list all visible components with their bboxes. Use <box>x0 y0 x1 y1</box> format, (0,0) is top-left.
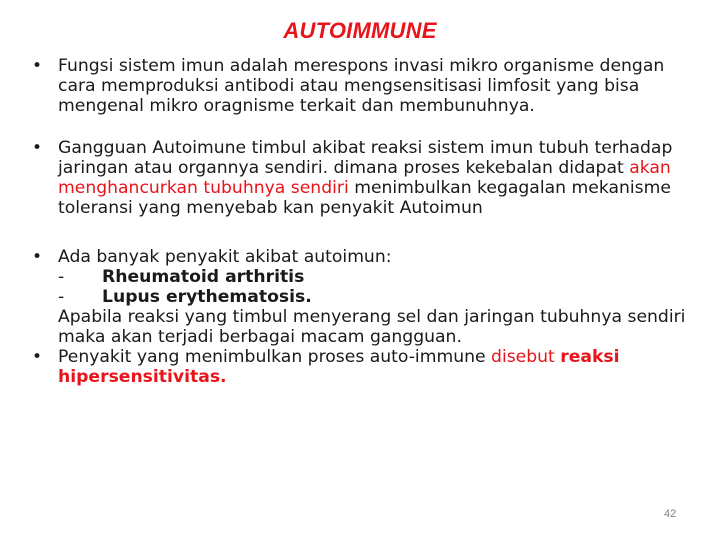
list-item <box>58 287 697 307</box>
bullet-immune-function <box>32 56 697 116</box>
slide-content <box>32 56 697 387</box>
dash-marker: - <box>58 287 65 307</box>
bullet-text: Ada banyak penyakit akibat autoimun: <box>58 247 392 267</box>
slide-title: AUTOIMMUNE <box>283 18 437 43</box>
bullet-text: Gangguan Autoimune timbul akibat reaksi sistem imun tubuh terhadap jaringan atau organnya sendiri. dimana proses kekebalan didapat <box>58 138 673 178</box>
bullet-autoimmune-disorder <box>32 138 697 218</box>
bullet-text: Penyakit yang menimbulkan proses auto-immune <box>58 347 492 367</box>
bullet-text: Fungsi sistem imun adalah merespons invasi mikro organisme dengan cara memproduksi antibodi atau mengsensitisasi limfosit yang bisa mengenal mikro oragnisme terkait dan membunuhnya. <box>58 56 665 116</box>
dash-marker: - <box>58 267 65 287</box>
highlight-text: akan menghancurkan tubuhnya sendiri <box>58 158 671 198</box>
bullet-text: menimbulkan kegagalan mekanisme toleransi yang menyebab kan penyakit Autoimun <box>58 178 671 218</box>
bullet-disease-list <box>32 247 697 347</box>
closing-text: Apabila reaksi yang timbul menyerang sel dan jaringan tubuhnya sendiri maka akan terjadi berbagai macam gangguan. <box>58 307 686 347</box>
disease-name: Rheumatoid arthritis <box>102 267 305 287</box>
disease-name: Lupus erythematosis. <box>102 287 312 307</box>
highlight-text: disebut <box>491 347 561 367</box>
bullet-hypersensitivity <box>32 347 697 387</box>
list-item <box>58 267 697 287</box>
highlight-bold-text: reaksi hipersensitivitas. <box>58 347 620 387</box>
page-number: 42 <box>664 508 677 520</box>
